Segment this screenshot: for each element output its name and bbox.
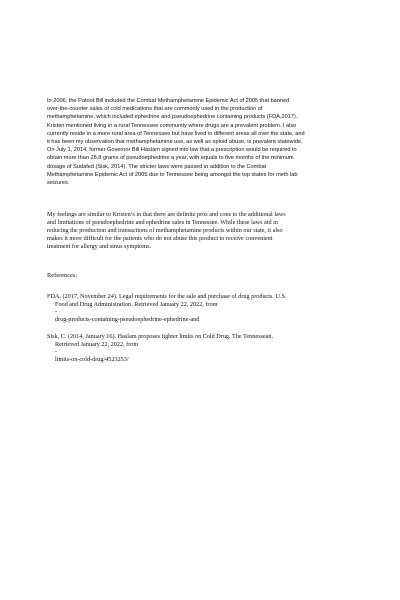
- text-line: dosage of Sudafed (Sisk, 2014). The stricter laws were passed in addition to the Combat: [47, 163, 267, 170]
- text-line: In 2006, the Patriot Bill included the Combat Methamphetamine Epidemic Act of 2005 that banned: [47, 98, 290, 104]
- reference-citation: Sisk, C. (2014, January 16). Haslam proposes tighter limits on Cold Drug. The Tennessean.: [47, 333, 274, 340]
- reference-url-fragment[interactable]: drug-products-containing-pseudoephedrine-ephedrine-and: [55, 315, 200, 323]
- reference-entry-sisk: [47, 333, 365, 363]
- text-line: My feelings are similar to Kristen’s in that there are definite pros and cons to the additional laws: [47, 211, 286, 218]
- text-line: Kristen mentioned living in a rural Tennessee community where drugs are a prevalent problem. I also: [47, 122, 297, 129]
- text-line: On July 1, 2014, former Governor Bill Haslam signed into law that a prescription would be required to: [47, 147, 297, 154]
- body-paragraph-2: [47, 211, 359, 251]
- text-line: and limitations of pseudoephedrine and ephedrine sales in Tennessee. While these laws aid in: [47, 218, 278, 226]
- reference-url-fragment[interactable]: -: [55, 308, 58, 316]
- text-line: methamphetamine, which included ephedrine and pseudoephedrine containing products (FDA,2017).: [47, 114, 298, 121]
- text-line: over-the-counter sales of cold medications that are commonly used in the production of: [47, 106, 263, 113]
- reference-citation-continued: Retrieved January 22, 2022, from: [55, 340, 139, 348]
- reference-entry-fda: [47, 293, 365, 323]
- body-paragraph-1: [47, 97, 359, 187]
- text-line: currently reside in a more rural area of Tennessee but have lived in different areas all over the state, and: [47, 130, 305, 137]
- text-line: treatment for allergy and sinus symptoms.: [47, 242, 152, 250]
- references-heading: References:: [47, 272, 78, 279]
- reference-citation: FDA. (2017, November 24). Legal requirements for the sale and purchase of drug products. U.S.: [47, 293, 287, 300]
- reference-citation-continued: Food and Drug Administration. Retrieved January 22, 2022, from: [55, 300, 218, 308]
- reference-url-fragment[interactable]: -: [55, 348, 58, 356]
- text-line: seizures.: [47, 180, 70, 187]
- reference-url-fragment[interactable]: limits-on-cold-drug/4523253/: [55, 355, 129, 363]
- text-line: obtain more than 28.8 grams of pseudoephedrine a year, with equals to five months of the minimum: [47, 155, 294, 162]
- text-line: it has been my observation that methamphetamine use, as well as opioid abuse, is prevalent statewide.: [47, 139, 303, 146]
- text-line: reducing the production and transactions of methamphetamine products within our state, it also: [47, 226, 283, 234]
- text-line: makes it more difficult for the patients who do not abuse this product to receive convenient: [47, 234, 273, 242]
- text-line: Methamphetamine Epidemic Act of 2005 due to Tennessee being amongst the top states for meth lab: [47, 171, 298, 178]
